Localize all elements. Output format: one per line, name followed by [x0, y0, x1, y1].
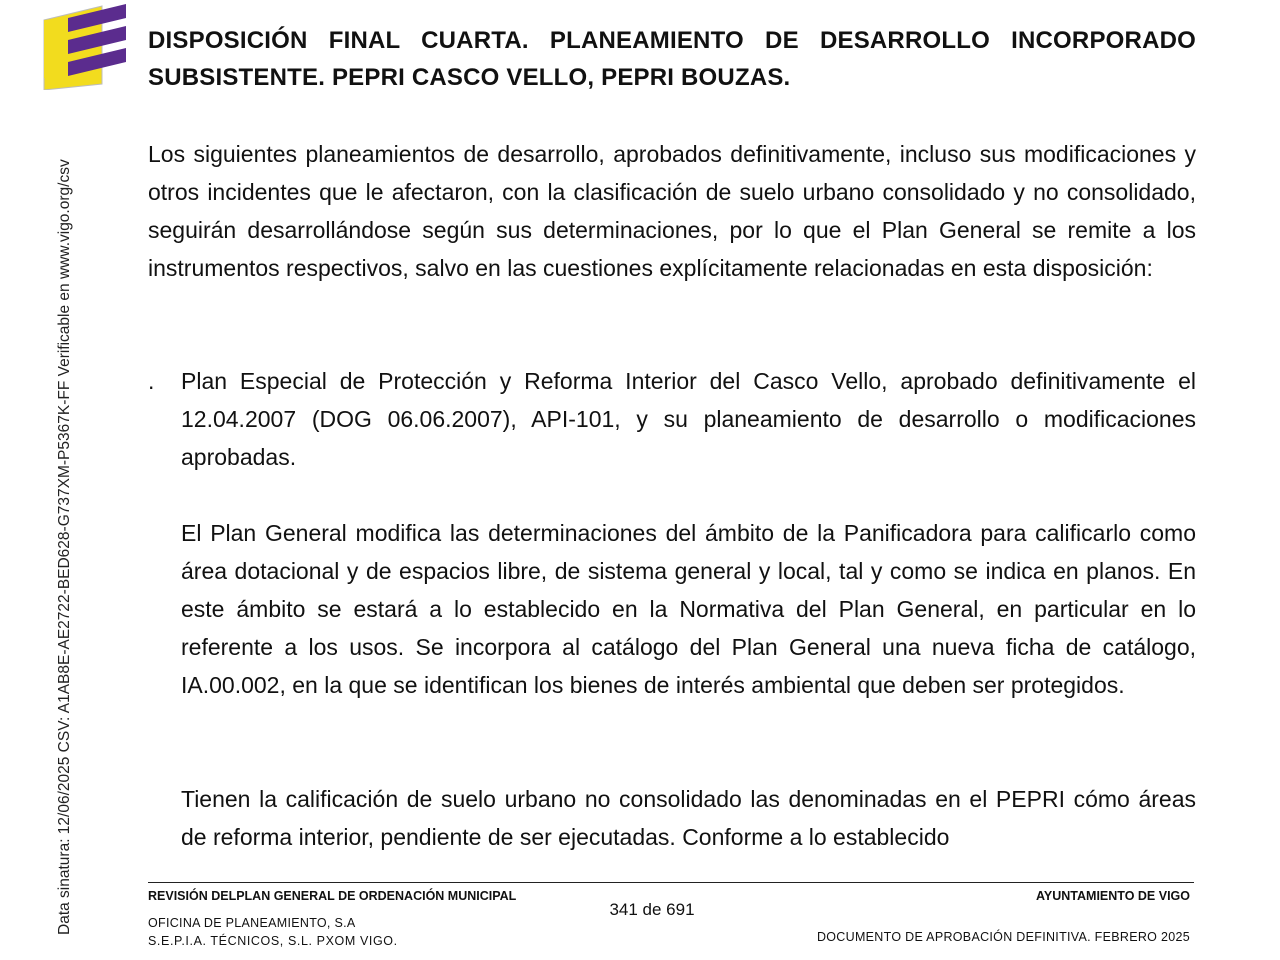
bullet-marker: . — [148, 368, 155, 394]
footer-council: AYUNTAMIENTO DE VIGO — [1036, 889, 1190, 903]
footer-office: OFICINA DE PLANEAMIENTO, S.A — [148, 916, 356, 930]
vigo-e-logo-icon — [40, 4, 132, 90]
footer-document-status: DOCUMENTO DE APROBACIÓN DEFINITIVA. FEBRERO 2025 — [816, 930, 1190, 944]
footer-divider — [148, 882, 1194, 883]
intro-paragraph: Los siguientes planeamientos de desarrollo, aprobados definitivamente, incluso sus modificaciones y otros incidentes que le afectaron, con la clasificación de suelo urbano consolidado y no consolidado, seguirán desarrollándose según sus determinaciones, por lo que el Plan General se remite a los instrumentos respectivos, salvo en las cuestiones explícitamente relacionadas en esta disposición: — [148, 141, 1196, 281]
page-number: 341 de 691 — [609, 900, 695, 919]
bullet-item-casco-vello: Plan Especial de Protección y Reforma Interior del Casco Vello, aprobado definitivamente el 12.04.2007 (DOG 06.06.2007), API-101, y su planeamiento de desarrollo o modificaciones aprobadas. — [181, 368, 1196, 470]
paragraph-suelo-urbano: Tienen la calificación de suelo urbano no consolidado las denominadas en el PEPRI cómo áreas de reforma interior, pendiente de ser ejecutadas. Conforme a lo establecido — [181, 786, 1196, 850]
section-heading: DISPOSICIÓN FINAL CUARTA. PLANEAMIENTO DE DESARROLLO INCORPORADO SUBSISTENTE. PEPRI CASCO VELLO, PEPRI BOUZAS. — [148, 27, 1196, 91]
footer-technicians: S.E.P.I.A. TÉCNICOS, S.L. PXOM VIGO. — [148, 934, 398, 948]
verification-sidebar-text: Data sinatura: 12/06/2025 CSV: A1AB8E-AE2722-BED628-G737XM-P5367K-FF Verificable en www.vigo.org/csv — [56, 159, 73, 935]
footer-plan-title: REVISIÓN DELPLAN GENERAL DE ORDENACIÓN MUNICIPAL — [148, 889, 517, 903]
paragraph-panificadora: El Plan General modifica las determinaciones del ámbito de la Panificadora para calificarlo como área dotacional y de espacios libre, de sistema general y local, tal y como se indica en planos. En este ámbito se estará a lo establecido en la Normativa del Plan General, en particular en lo referente a los usos. Se incorpora al catálogo del Plan General una nueva ficha de catálogo, IA.00.002, en la que se identifican los bienes de interés ambiental que deben ser protegidos. — [181, 520, 1196, 698]
